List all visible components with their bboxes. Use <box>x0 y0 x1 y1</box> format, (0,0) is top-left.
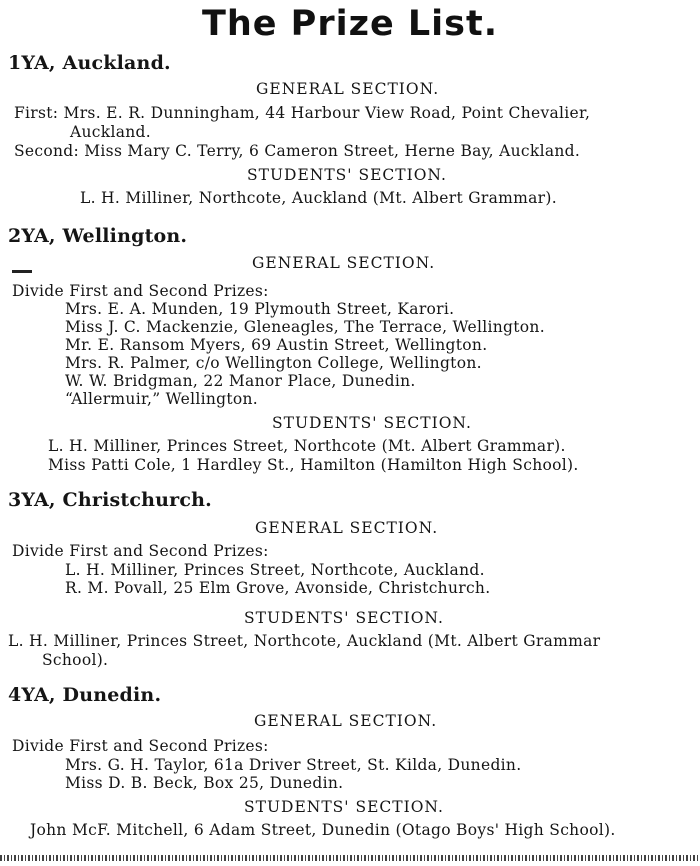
prize-line: Mr. E. Ransom Myers, 69 Austin Street, Wellington. <box>65 336 488 354</box>
prize-line: Divide First and Second Prizes: <box>12 737 269 755</box>
prize-line: Mrs. G. H. Taylor, 61a Driver Street, St. Kilda, Dunedin. <box>65 756 522 774</box>
general-section-heading: GENERAL SECTION. <box>254 712 438 730</box>
prize-line: R. M. Povall, 25 Elm Grove, Avonside, Christchurch. <box>65 579 491 597</box>
prize-line: W. W. Bridgman, 22 Manor Place, Dunedin. <box>65 372 416 390</box>
ink-mark <box>12 270 32 273</box>
prize-line: Miss Patti Cole, 1 Hardley St., Hamilton (Hamilton High School). <box>48 456 579 474</box>
prize-line: Miss D. B. Beck, Box 25, Dunedin. <box>65 774 344 792</box>
station-heading-3ya: 3YA, Christchurch. <box>8 489 212 511</box>
general-section-heading: GENERAL SECTION. <box>252 254 436 272</box>
station-heading-1ya: 1YA, Auckland. <box>8 52 171 74</box>
prize-line: Divide First and Second Prizes: <box>12 282 269 300</box>
prize-line: Miss J. C. Mackenzie, Gleneagles, The Terrace, Wellington. <box>65 318 545 336</box>
general-section-heading: GENERAL SECTION. <box>256 80 440 98</box>
prize-line: L. H. Milliner, Princes Street, Northcote, Auckland. <box>65 561 485 579</box>
prize-line: L. H. Milliner, Northcote, Auckland (Mt. Albert Grammar). <box>80 189 557 207</box>
general-section-heading: GENERAL SECTION. <box>255 519 439 537</box>
station-heading-4ya: 4YA, Dunedin. <box>8 684 162 706</box>
prize-line: First: Mrs. E. R. Dunningham, 44 Harbour View Road, Point Chevalier, <box>14 104 591 122</box>
students-section-heading: STUDENTS' SECTION. <box>247 166 447 184</box>
prize-line: L. H. Milliner, Princes Street, Northcote, Auckland (Mt. Albert Grammar <box>8 632 601 650</box>
prize-line: Divide First and Second Prizes: <box>12 542 269 560</box>
page-title: The Prize List. <box>201 4 499 44</box>
prize-line: School). <box>42 651 109 669</box>
students-section-heading: STUDENTS' SECTION. <box>244 609 444 627</box>
prize-line: Mrs. R. Palmer, c/o Wellington College, Wellington. <box>65 354 482 372</box>
prize-line: John McF. Mitchell, 6 Adam Street, Dunedin (Otago Boys' High School). <box>30 821 616 839</box>
bottom-rule <box>0 855 700 861</box>
students-section-heading: STUDENTS' SECTION. <box>272 414 472 432</box>
students-section-heading: STUDENTS' SECTION. <box>244 798 444 816</box>
prize-line: Second: Miss Mary C. Terry, 6 Cameron Street, Herne Bay, Auckland. <box>14 142 581 160</box>
prize-line: L. H. Milliner, Princes Street, Northcote (Mt. Albert Grammar). <box>48 437 566 455</box>
prize-line: Mrs. E. A. Munden, 19 Plymouth Street, Karori. <box>65 300 455 318</box>
prize-line: Auckland. <box>70 123 151 141</box>
station-heading-2ya: 2YA, Wellington. <box>8 225 188 247</box>
prize-line: “Allermuir,” Wellington. <box>65 390 259 408</box>
